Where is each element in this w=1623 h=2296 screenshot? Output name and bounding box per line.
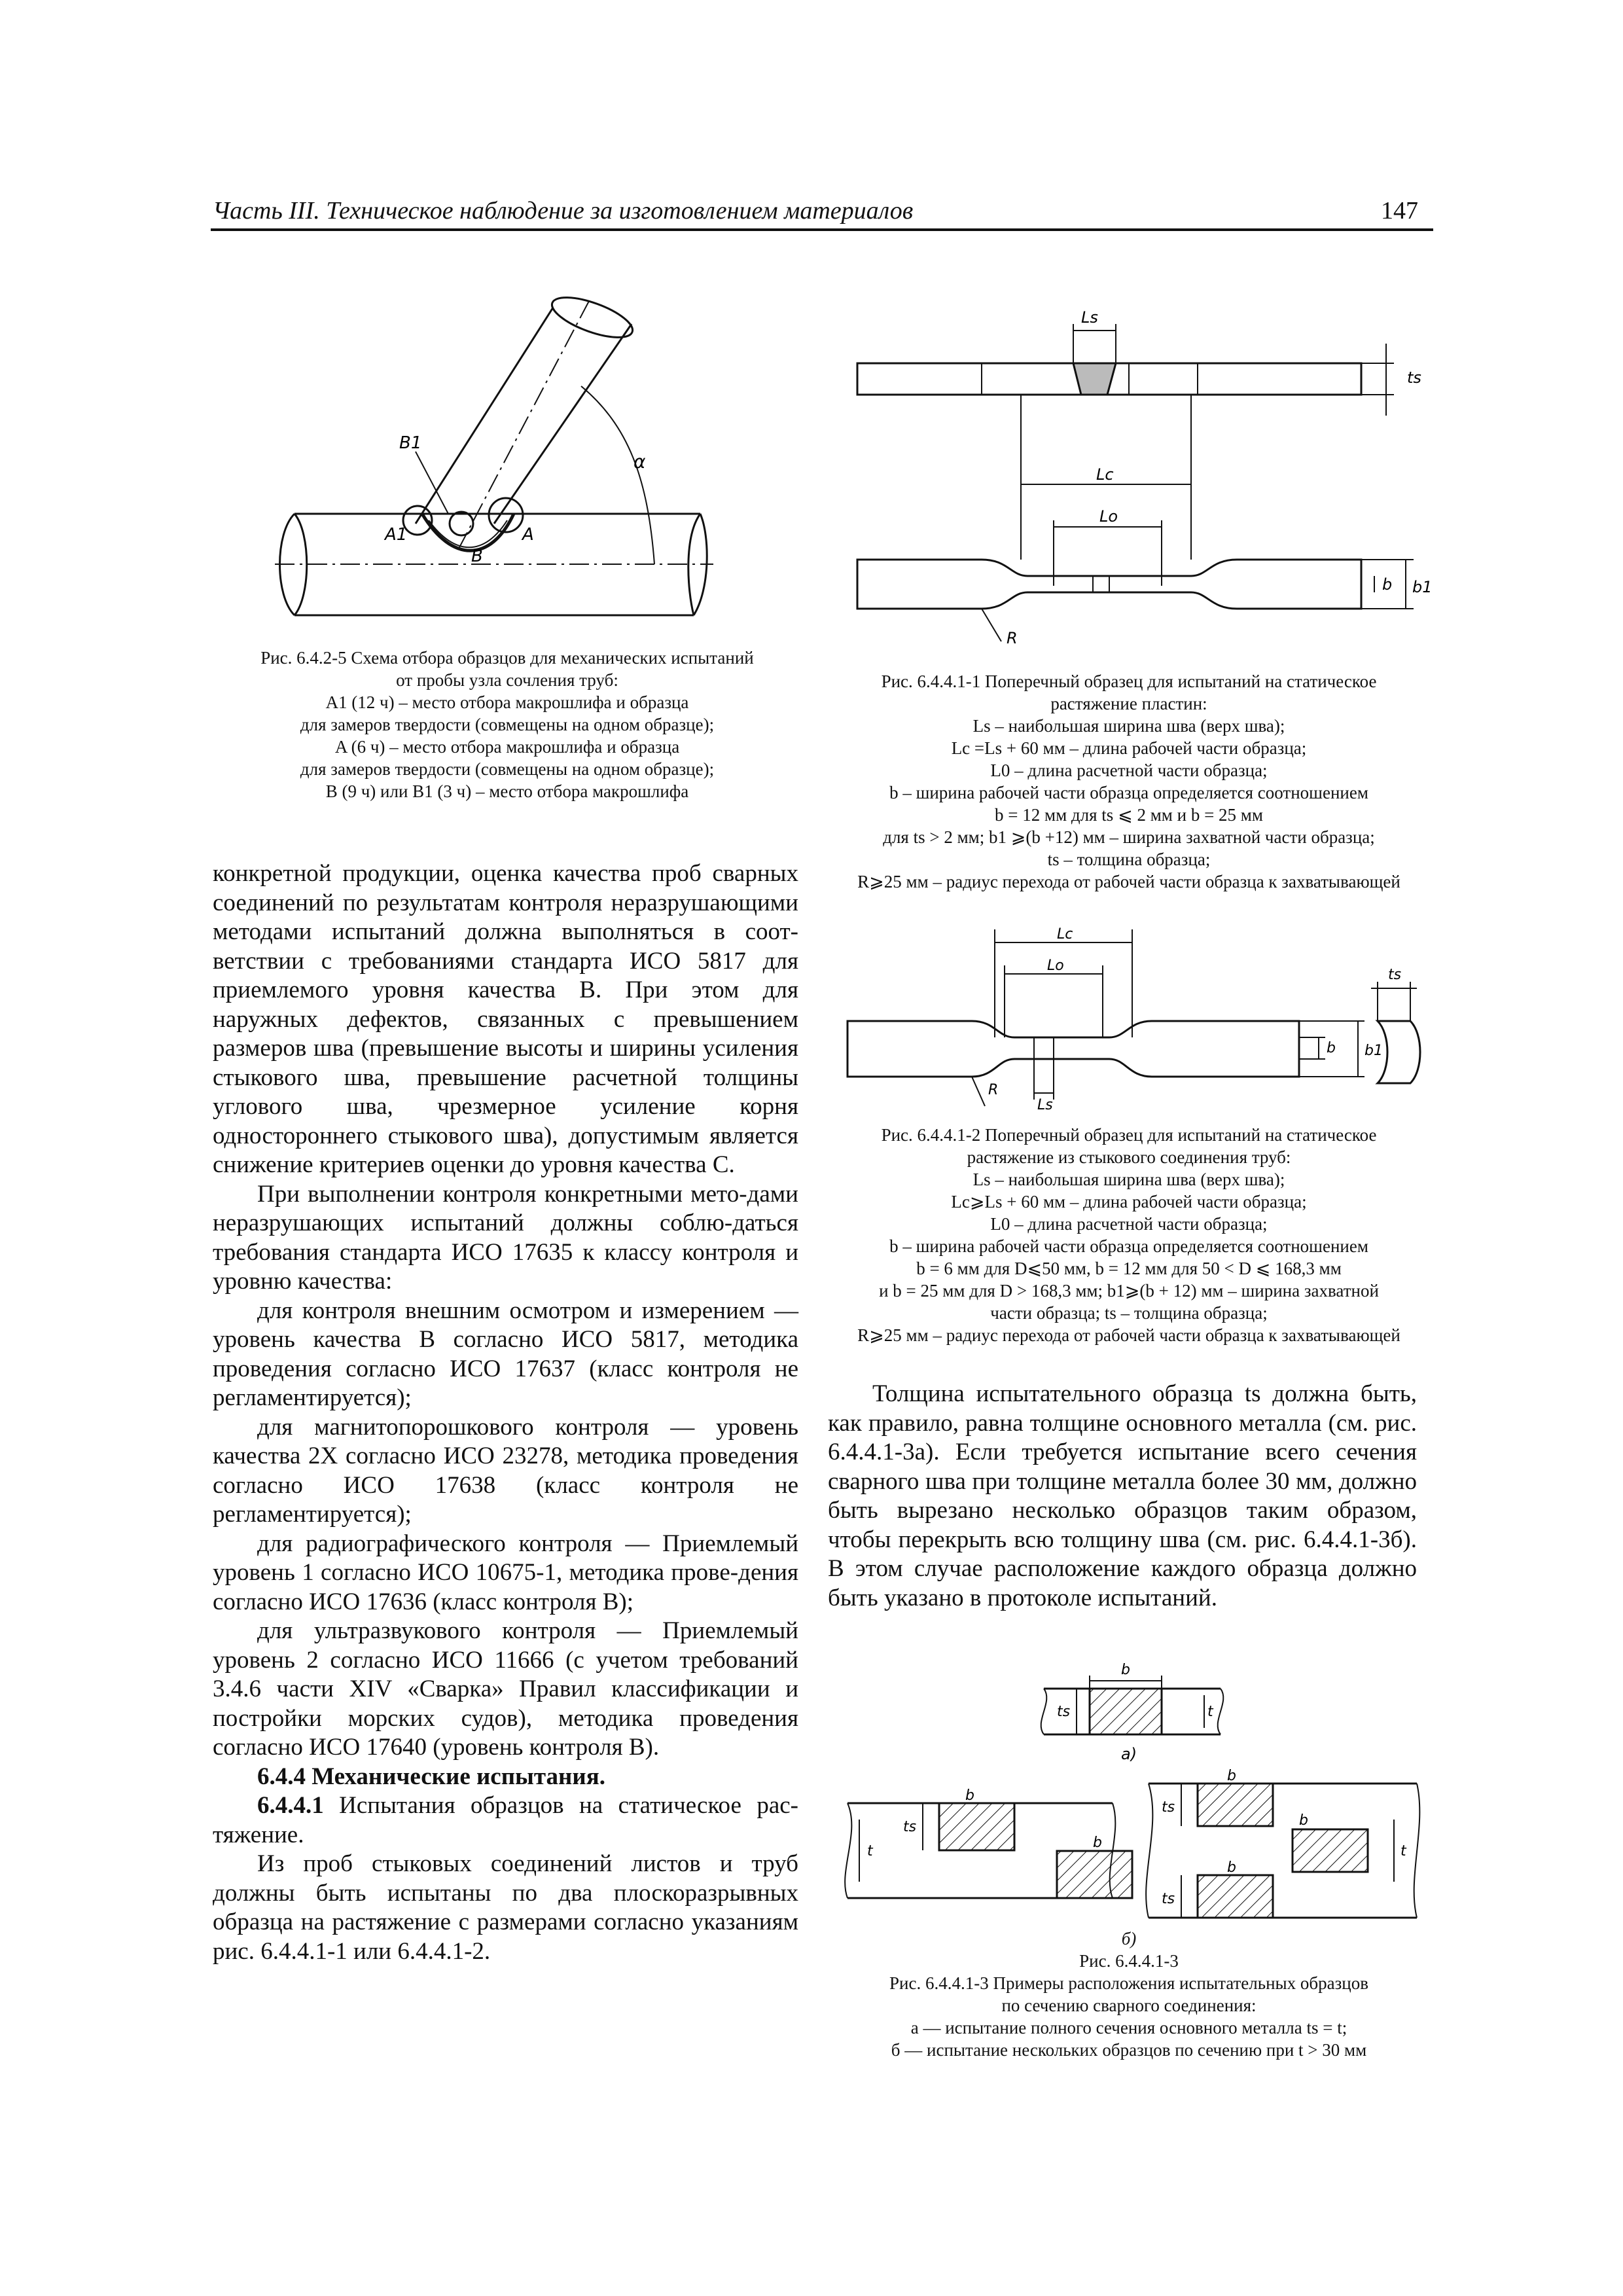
caption-line: и b = 25 мм для D > 168,3 мм; b1⩾(b + 12) мм – ширина захватной xyxy=(879,1281,1379,1300)
location-b1-circle xyxy=(450,512,473,535)
specimen-layout-drawing xyxy=(841,1656,1443,1928)
caption-fig-64411 xyxy=(815,670,1443,893)
paragraph: Из проб стыковых соединений листов и труб должны быть испытаны по два плоскоразрывных образца на растяжение с размерами согласно указаниям рис. 6.4.4.1-1 или 6.4.4.1-2. xyxy=(213,1850,798,1965)
caption-line: R⩾25 мм – радиус перехода от рабочей части образца к захватывающей xyxy=(857,1325,1400,1345)
pipe-specimen-drawing xyxy=(841,916,1443,1113)
label-ls: Ls xyxy=(1081,308,1098,327)
paragraph: для магнитопорошкового контроля — уровень качества 2X согласно ИСО 23278, методика проведения согласно ИСО 17638 (класс контроля не регламентируется); xyxy=(213,1413,798,1528)
caption-line: B (9 ч) или B1 (3 ч) – место отбора макрошлифа xyxy=(325,781,689,801)
header-rule xyxy=(211,228,1433,231)
caption-line: b = 12 мм для ts ⩽ 2 мм и b = 25 мм xyxy=(995,805,1263,825)
caption-line: растяжение из стыкового соединения труб: xyxy=(967,1147,1291,1167)
plate-specimen-drawing xyxy=(851,298,1440,651)
figure-pipe-specimen xyxy=(841,916,1443,1113)
caption-line: ts – толщина образца; xyxy=(1047,850,1211,869)
label-b: b xyxy=(1382,575,1393,594)
label-lc: Lc xyxy=(1096,465,1114,484)
caption-line: b – ширина рабочей части образца определяется соотношением xyxy=(889,1236,1368,1256)
left-column-text xyxy=(213,859,798,1966)
label-t: t xyxy=(1400,1843,1406,1859)
label-r: R xyxy=(988,1082,999,1098)
paragraph: конкретной продукции, оценка качества проб сварных соединений по результатам контроля неразрушающими методами испытаний должна выполняться в соот-ветствии с требованиями стандарта ИСО 5817 для приемлемого уровня качества B. При этом для наружных дефектов, связанных с превышением размеров шва (превышение высоты и ширины усиления стыкового шва, превышение расчетной толщины углового шва, чрезмерное усиление корня одностороннего стыкового шва), допустимым является снижение критериев оценки до уровня качества C. xyxy=(213,860,798,1178)
paragraph: Толщина испытательного образца ts должна быть, как правило, равна толщине основного металла (см. рис. 6.4.4.1-3а). Если требуется испытание всего сечения сварного шва при толщине металла более 30 мм, должно быть вырезано несколько образцов таким образом, чтобы перекрыть всю толщину шва (см. рис. 6.4.4.1-3б). В этом случае расположение каждого образца должно быть указано в протоколе испытаний. xyxy=(828,1380,1417,1611)
paragraph: для ультразвукового контроля — Приемлемый уровень 2 согласно ИСО 11666 (с учетом требований 3.4.6 части XIV «Сварка» Правил классификации и постройки морских судов), методика проведения согласно ИСО 17640 (уровень контроля B). xyxy=(213,1617,798,1761)
caption-line: Ls – наибольшая ширина шва (верх шва); xyxy=(972,1170,1285,1189)
caption-line: от пробы узла сочления труб: xyxy=(396,670,618,690)
label-variant-b: б) xyxy=(1121,1929,1137,1948)
label-b1: b1 xyxy=(1412,578,1433,596)
caption-line: Рис. 6.4.4.1-1 Поперечный образец для испытаний на статическое xyxy=(881,672,1377,691)
page-number: 147 xyxy=(1381,197,1418,224)
caption-line: Рис. 6.4.4.1-2 Поперечный образец для испытаний на статическое xyxy=(881,1125,1377,1145)
paragraph: При выполнении контроля конкретными мето-дами неразрушающих испытаний должны соблю-даться требования стандарта ИСО 17635 к классу контроля и уровню качества: xyxy=(213,1180,798,1295)
label-ts: ts xyxy=(1162,1891,1175,1907)
paragraph: для контроля внешним осмотром и измерением — уровень качества B согласно ИСО 5817, методика проведения согласно ИСО 17637 (класс контроля не регламентируется); xyxy=(213,1297,798,1411)
caption-line: Рис. 6.4.4.1-3 Примеры расположения испытательных образцов xyxy=(889,1973,1368,1993)
paragraph: для радиографического контроля — Приемлемый уровень 1 согласно ИСО 10675-1, методика прове-дения согласно ИСО 17636 (класс контроля B); xyxy=(213,1530,798,1615)
caption-line: б — испытание нескольких образцов по сечению при t > 30 мм xyxy=(891,2040,1367,2060)
section-heading-644: 6.4.4 Механические испытания. xyxy=(257,1763,605,1790)
caption-line: Lc⩾Ls + 60 мм – длина рабочей части образца; xyxy=(951,1192,1307,1211)
label-b: b xyxy=(1327,1040,1336,1056)
caption-line: растяжение пластин: xyxy=(1050,694,1207,713)
caption-line: для замеров твердости (совмещены на одном образце); xyxy=(300,759,715,779)
label-t: t xyxy=(867,1843,873,1859)
running-header-title: Часть III. Техническое наблюдение за изготовлением материалов xyxy=(213,197,914,224)
caption-line: R⩾25 мм – радиус перехода от рабочей части образца к захватывающей xyxy=(857,872,1400,891)
label-lo: Lo xyxy=(1047,958,1064,974)
caption-fig-64412 xyxy=(815,1124,1443,1346)
label-b: B xyxy=(471,547,483,566)
caption-line: Lc =Ls + 60 мм – длина рабочей части образца; xyxy=(951,738,1307,758)
figure-title: Рис. 6.4.4.1-3 xyxy=(1079,1951,1179,1971)
caption-line: A1 (12 ч) – место отбора макрошлифа и образца xyxy=(325,692,689,712)
label-b: b xyxy=(1121,1662,1130,1678)
label-lc: Lc xyxy=(1057,926,1073,942)
label-variant-a: а) xyxy=(1121,1745,1137,1763)
caption-line: части образца; ts – толщина образца; xyxy=(990,1303,1268,1323)
figure-specimen-layout xyxy=(841,1656,1443,1928)
section-number: 6.4.4.1 xyxy=(257,1792,324,1819)
label-ts: ts xyxy=(1162,1799,1175,1816)
label-b1: B1 xyxy=(399,433,422,453)
caption-line: а — испытание полного сечения основного металла ts = t; xyxy=(910,2018,1347,2037)
caption-line: A (6 ч) – место отбора макрошлифа и образца xyxy=(334,737,680,757)
pipe-joint-drawing xyxy=(275,288,720,641)
caption-line: по сечению сварного соединения: xyxy=(1001,1996,1257,2015)
caption-line: b = 6 мм для D⩽50 мм, b = 12 мм для 50 < D ⩽ 168,3 мм xyxy=(916,1259,1342,1278)
label-b: b xyxy=(1227,1859,1236,1876)
section-heading-6441 xyxy=(213,1791,798,1850)
label-a1: A1 xyxy=(385,525,408,545)
caption-line: L0 – длина расчетной части образца; xyxy=(990,761,1268,780)
caption-line: для замеров твердости (совмещены на одном образце); xyxy=(300,715,715,734)
caption-line: Рис. 6.4.2-5 Схема отбора образцов для механических испытаний xyxy=(260,648,754,668)
label-t: t xyxy=(1207,1704,1213,1720)
label-a: A xyxy=(522,525,534,545)
figure-plate-specimen xyxy=(851,298,1440,651)
label-ts: ts xyxy=(1407,368,1421,387)
section-title: Испытания образцов на статическое рас-тяжение. xyxy=(213,1792,798,1848)
label-alpha: α xyxy=(633,451,646,473)
label-b: b xyxy=(965,1787,974,1804)
label-ts: ts xyxy=(903,1819,917,1835)
label-r: R xyxy=(1007,629,1018,647)
figure-pipe-joint xyxy=(275,288,720,641)
caption-fig-6425 xyxy=(213,647,802,802)
label-lo: Lo xyxy=(1099,507,1118,526)
caption-line: Ls – наибольшая ширина шва (верх шва); xyxy=(972,716,1285,736)
label-b: b xyxy=(1227,1768,1236,1784)
label-ls: Ls xyxy=(1037,1097,1053,1113)
caption-line: L0 – длина расчетной части образца; xyxy=(990,1214,1268,1234)
caption-line: b – ширина рабочей части образца определяется соотношением xyxy=(889,783,1368,802)
label-ts: ts xyxy=(1388,967,1402,983)
label-ts: ts xyxy=(1057,1704,1071,1720)
label-b1: b1 xyxy=(1364,1043,1383,1059)
label-b: b xyxy=(1299,1812,1308,1829)
caption-line: для ts > 2 мм; b1 ⩾(b +12) мм – ширина захватной части образца; xyxy=(883,827,1375,847)
caption-fig-64413 xyxy=(815,1928,1443,2061)
label-b: b xyxy=(1093,1835,1102,1851)
right-column-text xyxy=(828,1380,1417,1613)
